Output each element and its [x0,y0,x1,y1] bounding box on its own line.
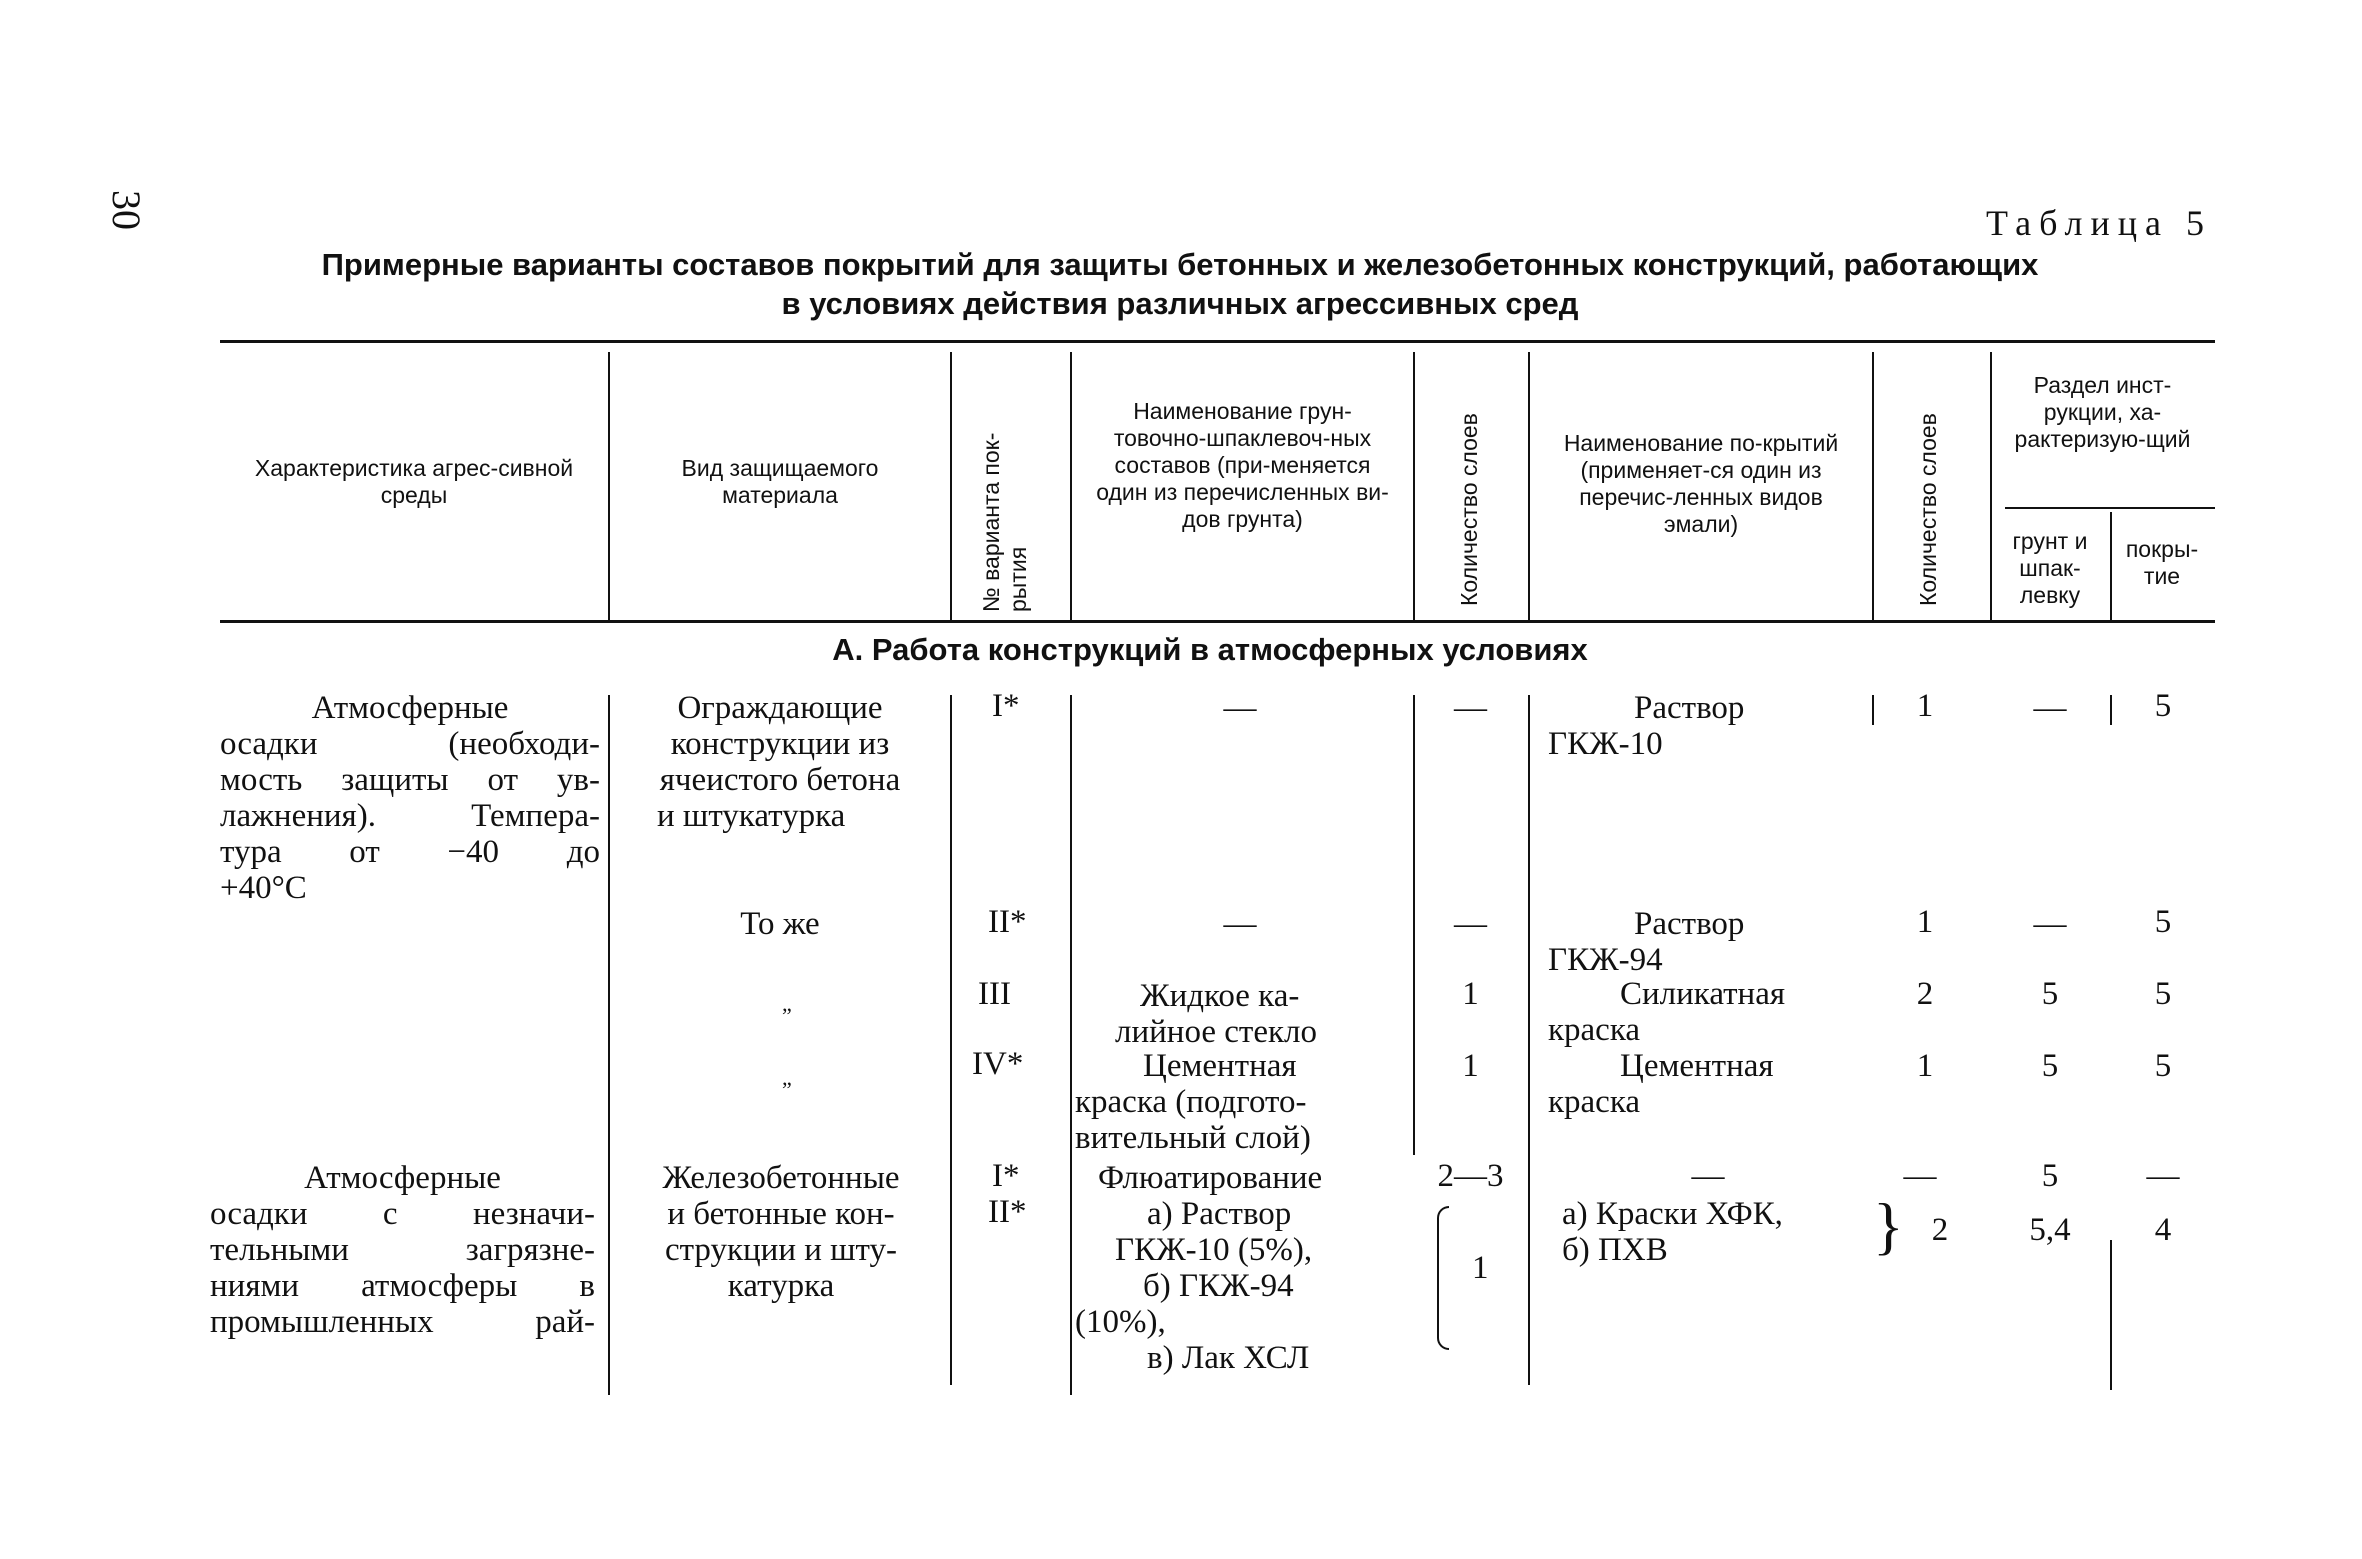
text-line: промышленных рай- [210,1304,595,1340]
row5-environment [210,1160,595,1340]
body-divider [950,695,952,1385]
header-divider [1070,352,1072,620]
text-line: катурка [727,1268,835,1304]
row2-coating-layers: 1 [1916,904,1934,940]
row1-primer-layers: — [1454,690,1487,726]
text-line: Раствор [1634,906,1745,942]
header-section-primer: грунт и шпак-левку [2012,528,2088,608]
row3-variant: III [978,976,1011,1012]
row5-coating-b [1562,1196,1872,1268]
row5-sec-coating-a: — [2146,1158,2180,1194]
text-line: ГКЖ-10 [1548,726,1663,762]
row5-sec-primer-a: 5 [2041,1158,2059,1194]
row5-sec-primer-b: 5,4 [2029,1212,2071,1248]
text-line: Цементная [1143,1048,1297,1084]
row4-sec-coating: 5 [2154,1048,2172,1084]
table-title-line1: Примерные варианты составов покрытий для защиты бетонных и железобетонных конструкций, работающих [321,247,2039,282]
row5-material [615,1160,947,1304]
text-line: краска [1548,1012,1641,1048]
text-line: а) Краски ХФК, [1562,1196,1783,1232]
row4-primer [1075,1048,1415,1156]
text-line: Жидкое ка- [1140,978,1300,1014]
row2-sec-primer: — [2033,906,2067,942]
row2-primer-layers: — [1454,906,1487,942]
body-divider [1872,695,1874,725]
row2-sec-coating: 5 [2154,904,2172,940]
row1-material [615,690,945,834]
text-line: +40°С [220,870,307,906]
table-top-rule [220,340,2215,343]
row3-coating [1548,976,1868,1048]
row5-variant-b: II* [988,1194,1027,1230]
row1-environment [220,690,600,906]
coating-brace: } [1873,1190,1904,1261]
header-coating: Наименование по-крытий (применяет-ся один из перечис-ленных видов эмали) [1563,430,1839,537]
text-line: Атмосферные [304,1160,501,1196]
text-line: ГКЖ-94 [1548,942,1663,978]
text-line: в) Лак ХСЛ [1147,1340,1310,1376]
text-line: ячеистого бетона [659,762,901,798]
row5-coating-layers-a: — [1903,1158,1937,1194]
row5-primer-a: Флюатирование [1098,1160,1323,1196]
body-divider [2110,695,2112,725]
header-variant-line2: рытия [1005,546,1031,612]
row3-sec-primer: 5 [2041,976,2059,1012]
text-line: Раствор [1634,690,1745,726]
row4-coating [1548,1048,1868,1120]
text-line: вительный слой) [1075,1120,1311,1156]
row4-variant: IV* [972,1046,1024,1082]
row1-sec-primer: — [2033,690,2067,726]
row5-coating-a: — [1691,1158,1725,1194]
header-variant [978,433,1032,612]
header-divider [1872,352,1874,620]
header-divider [608,352,610,620]
row5-sec-coating-b: 4 [2154,1212,2172,1248]
body-divider [2110,1240,2112,1390]
header-divider [1413,352,1415,620]
row2-variant: II* [988,904,1027,940]
text-line: струкции и шту- [664,1232,898,1268]
row1-coating-layers: 1 [1916,688,1934,724]
header-divider [950,352,952,620]
header-section-coating: покры-тие [2125,536,2199,589]
table-title [220,245,2140,323]
row4-sec-primer: 5 [2041,1048,2059,1084]
body-divider [608,695,610,1395]
row4-primer-layers: 1 [1462,1048,1479,1084]
row2-coating [1548,906,1868,978]
header-material: Вид защищаемого материала [681,455,879,508]
row3-coating-layers: 2 [1916,976,1934,1012]
text-line: лийное стекло [1115,1014,1317,1050]
text-line: ниями атмосферы в [210,1268,595,1304]
text-line: тельными загрязне- [210,1232,595,1268]
text-line: мость защиты от ув- [220,762,600,798]
primer-layers-brace [1437,1206,1449,1350]
table-label: Таблица 5 [1986,203,2212,243]
text-line: краска (подгото- [1075,1084,1307,1120]
text-line: тура от −40 до [220,834,600,870]
header-coating-layers: Количество слоев [1915,413,1941,606]
row5-primer-layers-a: 2—3 [1437,1158,1504,1194]
header-section: Раздел инст-рукции, ха-рактеризую-щий [2014,372,2191,452]
text-line: б) ПХВ [1562,1232,1668,1268]
row3-primer-layers: 1 [1462,976,1479,1012]
header-divider [1528,352,1530,620]
text-line: Ограждающие [677,690,883,726]
header-env: Характеристика агрес-сивной среды [254,455,574,508]
row5-primer-layers-b: 1 [1472,1250,1489,1286]
header-bottom-rule [220,620,2215,623]
row3-material: „ [782,991,792,1016]
text-line: и бетонные кон- [667,1196,895,1232]
text-line: осадки с незначи- [210,1196,595,1232]
header-primer-layers: Количество слоев [1456,413,1482,606]
text-line: Силикатная [1620,976,1786,1012]
table-title-line2: в условиях действия различных агрессивных сред [781,286,1579,321]
row5-primer-b [1075,1196,1405,1376]
subheader-rule [2005,507,2215,509]
row1-primer: — [1223,690,1257,726]
row4-coating-layers: 1 [1916,1048,1934,1084]
section-heading: А. Работа конструкций в атмосферных условиях [832,632,1588,667]
text-line: а) Раствор [1147,1196,1292,1232]
text-line: Цементная [1620,1048,1774,1084]
text-line: краска [1548,1084,1641,1120]
header-primer: Наименование грун-товочно-шпаклевоч-ных составов (при-меняется один из перечисленных ви-дов грунта) [1096,398,1389,532]
row3-sec-coating: 5 [2154,976,2172,1012]
text-line: лажнения). Темпера- [220,798,600,834]
row3-primer [1075,978,1405,1050]
header-variant-line1: № варианта пок- [978,432,1004,612]
row5-coating-layers-b: 2 [1931,1212,1949,1248]
page-number: 30 [104,190,149,230]
row5-variant-a: I* [992,1158,1020,1194]
text-line: (10%), [1075,1304,1166,1340]
text-line: осадки (необходи- [220,726,600,762]
row1-coating [1548,690,1868,762]
text-line: б) ГКЖ-94 [1143,1268,1294,1304]
body-divider [1528,695,1530,1385]
body-divider [1070,695,1072,1395]
text-line: Атмосферные [311,690,509,726]
row2-primer: — [1223,906,1257,942]
text-line: конструкции из [670,726,890,762]
row1-sec-coating: 5 [2154,688,2172,724]
row2-material: То же [740,906,820,942]
text-line: Железобетонные [662,1160,900,1196]
text-line: и штукатурка [657,798,846,834]
row1-variant: I* [992,688,1020,724]
text-line: ГКЖ-10 (5%), [1115,1232,1313,1268]
row4-material: „ [782,1065,792,1090]
